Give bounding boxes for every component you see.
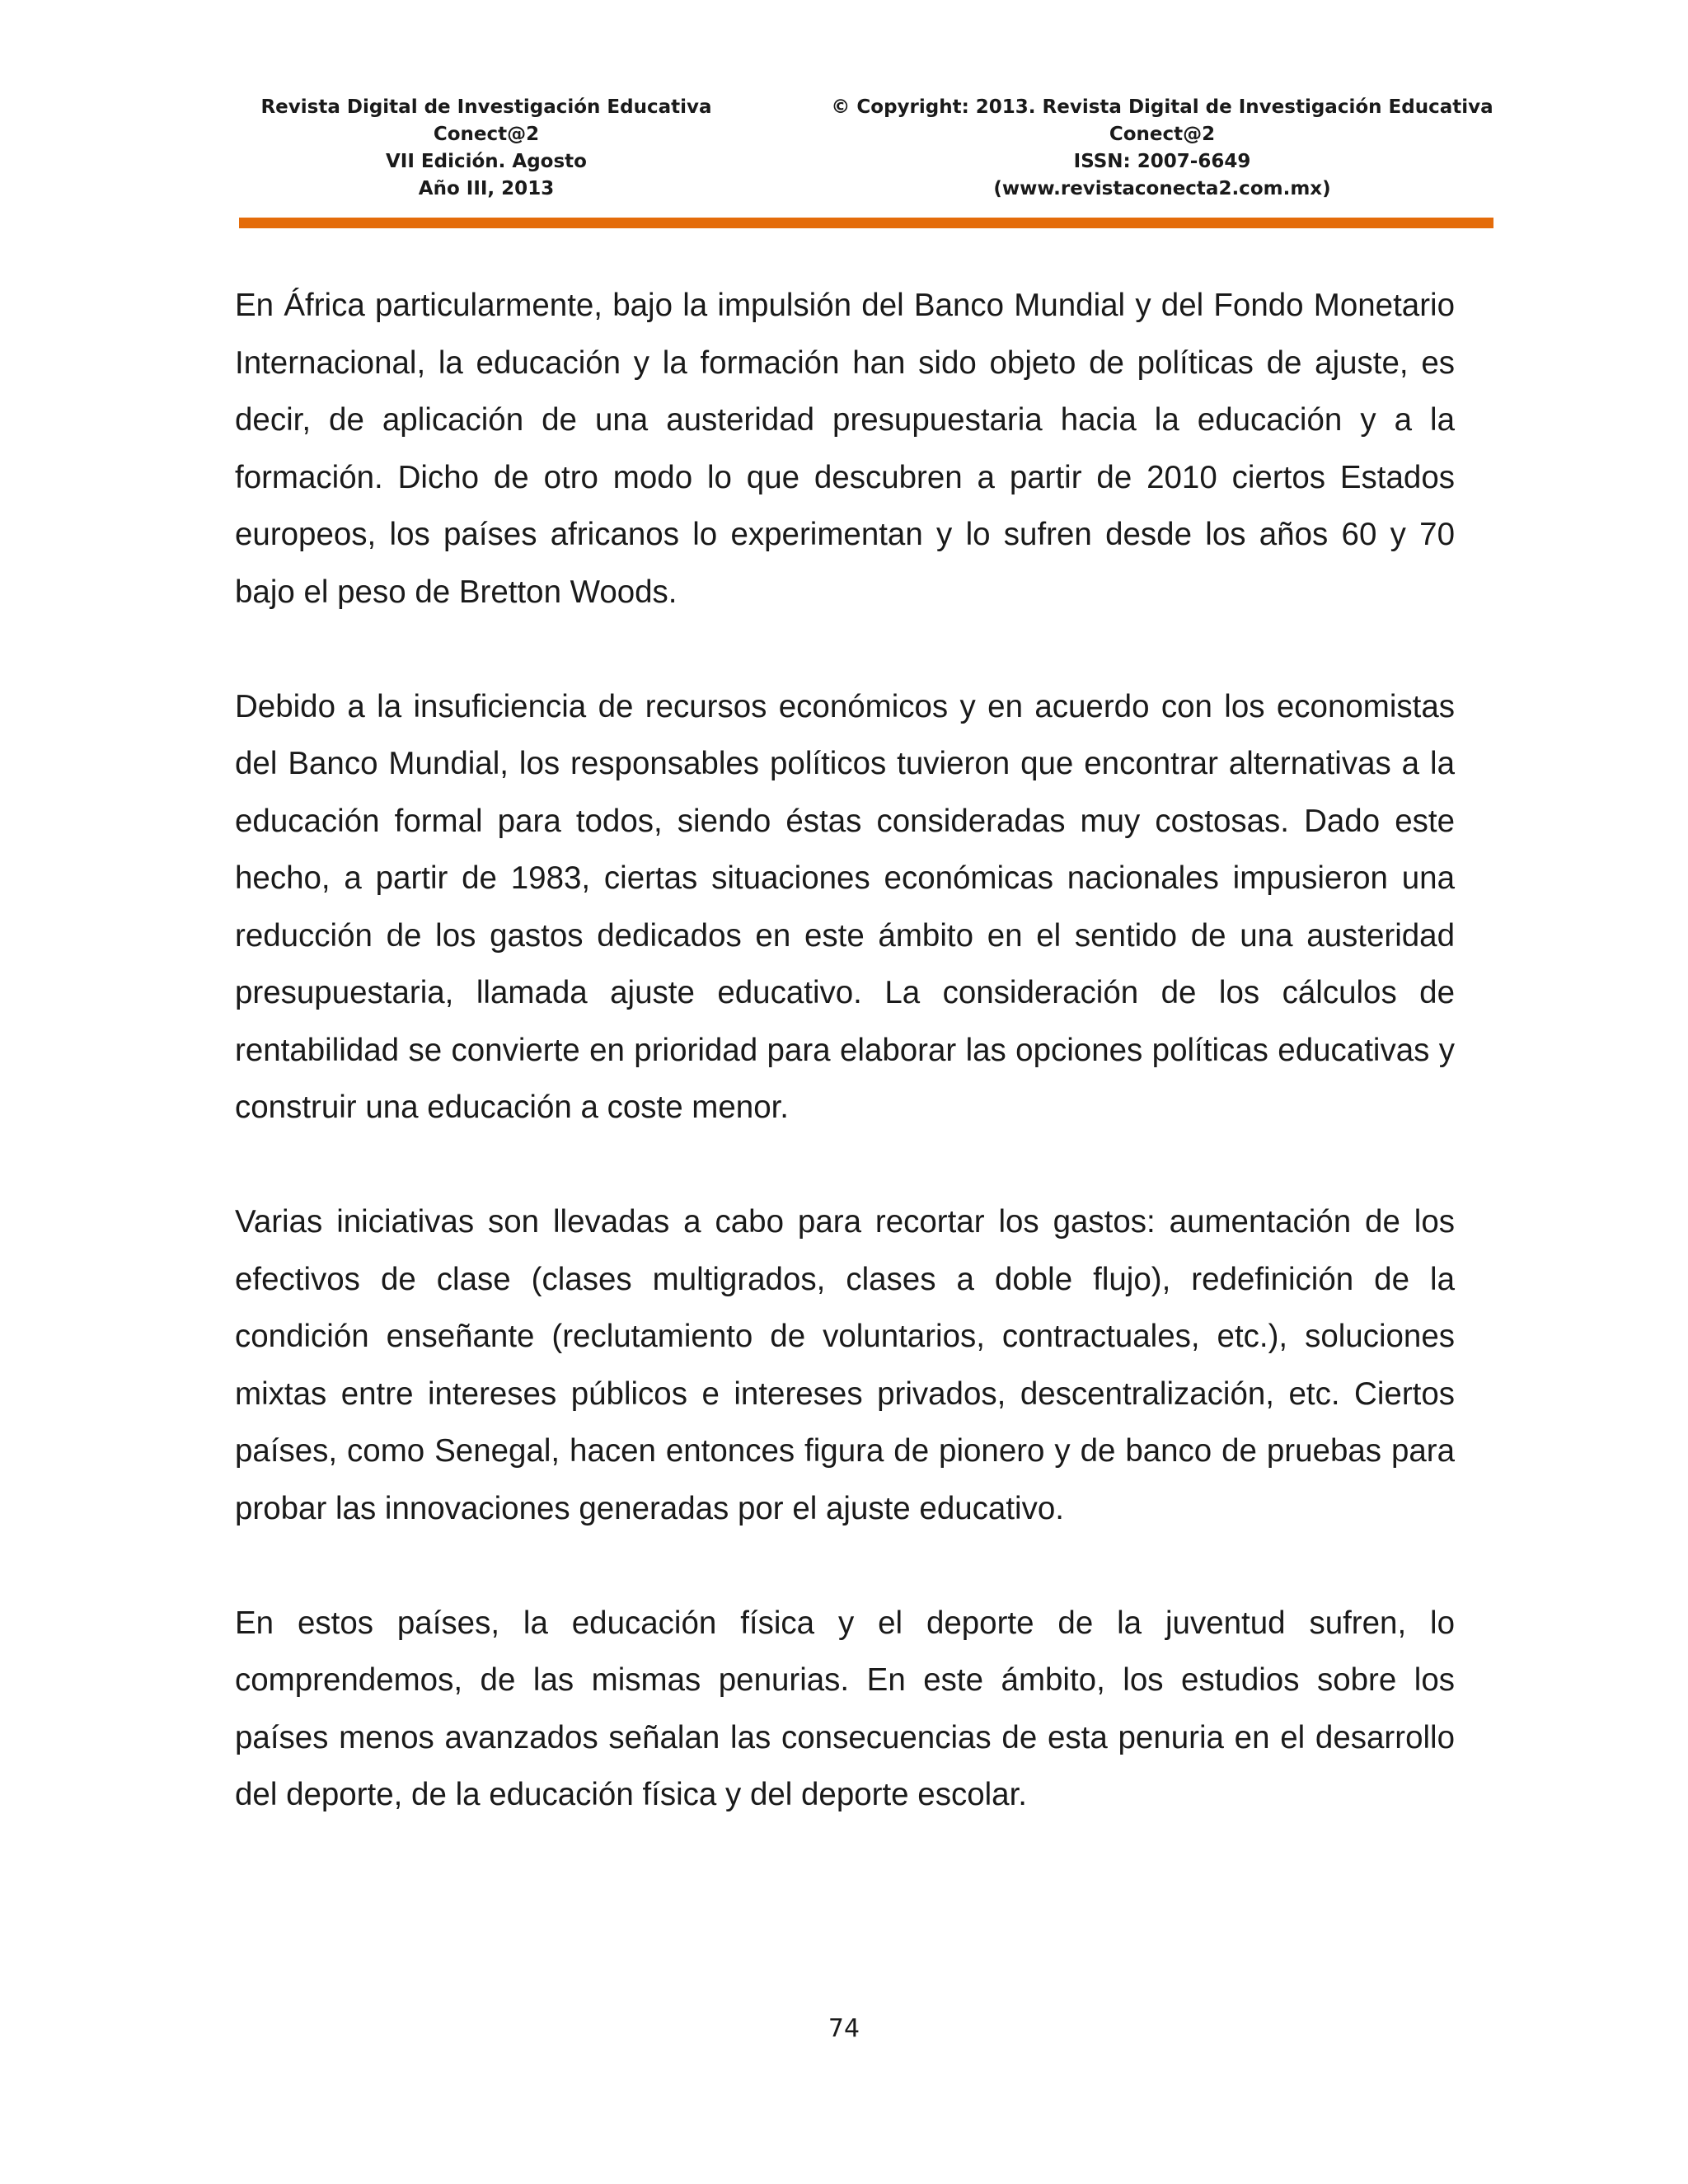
paragraph-3: Varias iniciativas son llevadas a cabo para recortar los gastos: aumentación de los efectivos de clase (clases multigrados, clases a doble flujo), redefinición de la condición enseñante (reclutamiento de voluntarios, contractuales, etc.), soluciones mixtas entre intereses públicos e intereses privados, descentralización, etc. Ciertos países, como Senegal, hacen entonces figura de pionero y de banco de pruebas para probar las innovaciones generadas por el ajuste educativo. — [235, 1204, 1455, 1526]
website-url: (www.revistaconecta2.com.mx) — [993, 178, 1331, 199]
page-number: 74 — [828, 2014, 860, 2043]
paragraph-2: Debido a la insuficiencia de recursos económicos y en acuerdo con los economistas del Banco Mundial, los responsables políticos tuvieron que encontrar alternativas a la educación formal para todos, siendo éstas consideradas muy costosas. Dado este hecho, a partir de 1983, ciertas situaciones económicas nacionales impusieron una reducción de los gastos dedicados en este ámbito en el sentido de una austeridad presupuestaria, llamada ajuste educativo. La consideración de los cálculos de rentabilidad se convierte en prioridad para elaborar las opciones políticas educativas y construir una educación a coste menor. — [235, 688, 1455, 1125]
paragraph-1: En África particularmente, bajo la impulsión del Banco Mundial y del Fondo Monetario Internacional, la educación y la formación han sido objeto de políticas de ajuste, es decir, de aplicación de una austeridad presupuestaria hacia la educación y a la formación. Dicho de otro modo lo que descubren a partir de 2010 ciertos Estados europeos, los países africanos lo experimentan y lo sufren desde los años 60 y 70 bajo el peso de Bretton Woods. — [235, 288, 1455, 610]
paragraph-4: En estos países, la educación física y el deporte de la juventud sufren, lo comprendemos, de las mismas penurias. En este ámbito, los estudios sobre los países menos avanzados señalan las consecuencias de esta penuria en el desarrollo del deporte, de la educación física y del deporte escolar. — [235, 1605, 1455, 1812]
journal-title: Revista Digital de Investigación Educativa — [260, 96, 712, 118]
issn-label: ISSN: 2007-6649 — [1073, 151, 1251, 172]
copyright-notice: © Copyright: 2013. Revista Digital de Investigación Educativa — [831, 96, 1493, 118]
journal-name-right: Conect@2 — [1109, 124, 1216, 145]
year-label: Año III, 2013 — [418, 178, 555, 199]
edition-label: VII Edición. Agosto — [386, 151, 587, 172]
journal-header-left — [239, 94, 734, 203]
article-body — [235, 277, 1455, 1881]
journal-header-right — [816, 94, 1508, 203]
header-divider — [239, 218, 1493, 228]
journal-name: Conect@2 — [433, 124, 540, 145]
